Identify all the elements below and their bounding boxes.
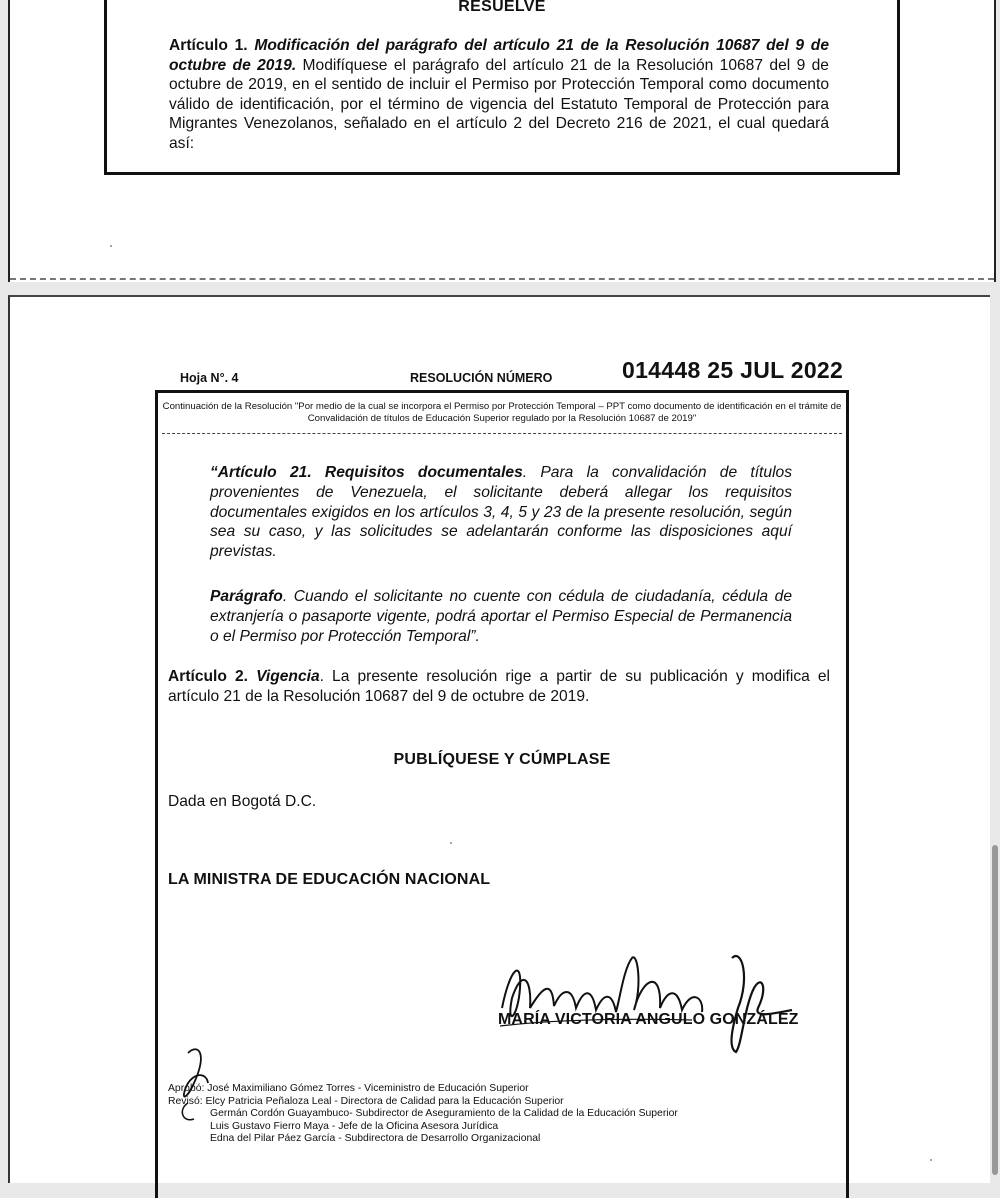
article-1 bbox=[169, 36, 829, 153]
resolution-box-top bbox=[104, 0, 900, 175]
dashed-separator bbox=[162, 433, 842, 434]
document-page-bottom bbox=[8, 295, 990, 1183]
minister-title: LA MINISTRA DE EDUCACIÓN NACIONAL bbox=[168, 871, 491, 888]
scan-speck bbox=[110, 245, 112, 247]
article-21-title: “Artículo 21. Requisitos documentales bbox=[210, 464, 523, 481]
scan-speck bbox=[450, 842, 452, 844]
approvals-block bbox=[168, 1083, 678, 1146]
page-header bbox=[10, 357, 990, 387]
article-1-title: Modificación del parágrafo del artículo 21 de la Resolución 10687 del 9 de octubre de 2019. bbox=[169, 37, 829, 74]
sheet-number: Hoja N°. 4 bbox=[180, 371, 239, 385]
article-2-label: Artículo 2. bbox=[168, 668, 248, 685]
resolution-box bbox=[155, 390, 849, 1198]
approval-line: Edna del Pilar Páez García - Subdirectora de Desarrollo Organizacional bbox=[210, 1133, 541, 1145]
article-21 bbox=[210, 463, 792, 562]
paragrafo-body: . Cuando el solicitante no cuente con cédula de ciudadanía, cédula de extranjería o pasaporte vigente, podrá aportar el Permiso Especial de Permanencia o el Permiso por Protección Temporal”. bbox=[210, 588, 792, 645]
article-21-body: . Para la convalidación de títulos provenientes de Venezuela, el solicitante deberá allegar los requisitos documentales exigidos en los artículos 3, 4, 5 y 23 de la presente resolución, según sea su caso, y las solicitudes se adelantarán conforme las disposiciones aquí previstas. bbox=[210, 464, 792, 561]
document-page-top bbox=[8, 0, 996, 282]
scrollbar[interactable] bbox=[992, 845, 998, 1175]
resuelve-heading: RESUELVE bbox=[458, 0, 546, 15]
issued-in: Dada en Bogotá D.C. bbox=[168, 793, 317, 810]
approval-line: Aprobó: José Maximiliano Gómez Torres - Viceministro de Educación Superior bbox=[168, 1083, 529, 1094]
publiquese-heading: PUBLÍQUESE Y CÚMPLASE bbox=[393, 751, 611, 768]
approval-line: Luis Gustavo Fierro Maya - Jefe de la Oficina Asesora Jurídica bbox=[210, 1120, 499, 1132]
resolution-number: 014448 25 JUL 2022 bbox=[622, 357, 844, 383]
article-1-label: Artículo 1. bbox=[169, 37, 248, 54]
scan-speck bbox=[930, 1159, 932, 1161]
approval-line: Germán Cordón Guayambuco- Subdirector de Aseguramiento de la Calidad de la Educación Superior bbox=[210, 1108, 678, 1120]
continuation-note: Continuación de la Resolución "Por medio de la cual se incorpora el Permiso por Protección Temporal – PPT como documento de identificación en el trámite de Convalidación de títulos de Educación Superior regulado por la Resolución 10687 de 2019" bbox=[162, 401, 842, 424]
paragrafo bbox=[210, 587, 792, 646]
approval-line: Revisó: Elcy Patricia Peñaloza Leal - Directora de Calidad para la Educación Superior bbox=[168, 1095, 564, 1107]
article-2-body: . La presente resolución rige a partir de su publicación y modifica el artículo 21 de la Resolución 10687 del 9 de octubre de 2019. bbox=[168, 668, 831, 705]
page-edge bbox=[10, 278, 994, 280]
signatory-name: MARÍA VICTORIA ANGULO GONZÁLEZ bbox=[498, 1011, 799, 1028]
paragrafo-title: Parágrafo bbox=[210, 588, 283, 605]
article-1-body: Modifíquese el parágrafo del artículo 21 de la Resolución 10687 del 9 de octubre de 2019, en el sentido de incluir el Permiso por Protección Temporal como documento válido de identificación, por el término de vigencia del Estatuto Temporal de Protección para Migrantes Venezolanos, señalado en el artículo 2 del Decreto 216 de 2021, el cual quedará así: bbox=[169, 56, 829, 152]
resolution-label: RESOLUCIÓN NÚMERO bbox=[410, 371, 553, 385]
article-2-title: Vigencia bbox=[256, 668, 320, 685]
article-2 bbox=[168, 667, 830, 707]
signature bbox=[492, 948, 832, 1058]
